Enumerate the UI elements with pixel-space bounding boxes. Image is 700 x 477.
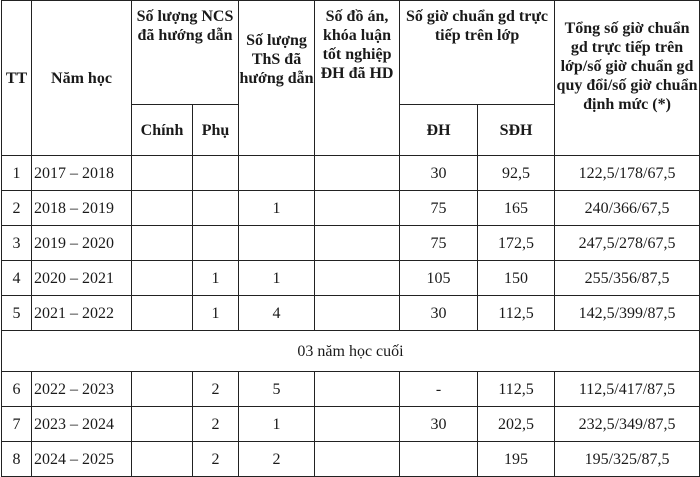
cell-dh: - xyxy=(400,372,478,407)
cell-year: 2019 – 2020 xyxy=(32,226,132,261)
cell-tt: 3 xyxy=(2,226,32,261)
cell-tt: 2 xyxy=(2,191,32,226)
cell-ncs-sub: 2 xyxy=(193,372,239,407)
cell-ncs-main xyxy=(132,156,193,191)
header-ncs-group: Số lượng NCS đã hướng dẫn xyxy=(132,1,239,105)
header-tt: TT xyxy=(2,1,32,156)
header-ncs-sub: Phụ xyxy=(193,105,239,156)
cell-year: 2018 – 2019 xyxy=(32,191,132,226)
cell-year: 2022 – 2023 xyxy=(32,372,132,407)
cell-thesis xyxy=(315,407,400,442)
cell-total: 112,5/417/87,5 xyxy=(555,372,700,407)
cell-total: 142,5/399/87,5 xyxy=(555,296,700,331)
header-ncs-main: Chính xyxy=(132,105,193,156)
table-row xyxy=(2,226,700,261)
cell-ncs-main xyxy=(132,442,193,477)
cell-ths: 2 xyxy=(239,442,315,477)
cell-dh: 75 xyxy=(400,191,478,226)
cell-dh: 30 xyxy=(400,407,478,442)
table-header xyxy=(2,1,700,156)
header-thesis: Số đồ án, khóa luận tốt nghiệp ĐH đã HD xyxy=(315,1,400,156)
cell-tt: 1 xyxy=(2,156,32,191)
cell-ncs-sub xyxy=(193,156,239,191)
cell-ncs-main xyxy=(132,372,193,407)
cell-dh: 30 xyxy=(400,156,478,191)
cell-year: 2017 – 2018 xyxy=(32,156,132,191)
cell-tt: 7 xyxy=(2,407,32,442)
table-body xyxy=(2,156,700,477)
cell-total: 122,5/178/67,5 xyxy=(555,156,700,191)
cell-total: 232,5/349/87,5 xyxy=(555,407,700,442)
cell-year: 2020 – 2021 xyxy=(32,261,132,296)
cell-ncs-sub: 2 xyxy=(193,407,239,442)
cell-ncs-sub: 1 xyxy=(193,296,239,331)
cell-total: 195/325/87,5 xyxy=(555,442,700,477)
cell-total: 240/366/67,5 xyxy=(555,191,700,226)
cell-sdh: 172,5 xyxy=(478,226,555,261)
cell-sdh: 150 xyxy=(478,261,555,296)
header-hours-group: Số giờ chuẩn gd trực tiếp trên lớp xyxy=(400,1,555,105)
cell-dh: 75 xyxy=(400,226,478,261)
cell-sdh: 112,5 xyxy=(478,372,555,407)
cell-sdh: 92,5 xyxy=(478,156,555,191)
header-total: Tổng số giờ chuẩn gd trực tiếp trên lớp/số giờ chuẩn gd quy đổi/số giờ chuẩn định mức (*) xyxy=(555,1,700,156)
header-hours-sdh: SĐH xyxy=(478,105,555,156)
cell-ths: 1 xyxy=(239,407,315,442)
cell-tt: 5 xyxy=(2,296,32,331)
table-row xyxy=(2,372,700,407)
cell-thesis xyxy=(315,226,400,261)
table-row xyxy=(2,442,700,477)
cell-year: 2023 – 2024 xyxy=(32,407,132,442)
cell-tt: 8 xyxy=(2,442,32,477)
cell-thesis xyxy=(315,442,400,477)
cell-thesis xyxy=(315,296,400,331)
cell-thesis xyxy=(315,191,400,226)
cell-ths: 1 xyxy=(239,191,315,226)
header-hours-dh: ĐH xyxy=(400,105,478,156)
section-label: 03 năm học cuối xyxy=(2,331,700,372)
cell-ths: 5 xyxy=(239,372,315,407)
cell-dh: 105 xyxy=(400,261,478,296)
cell-ncs-sub: 2 xyxy=(193,442,239,477)
cell-sdh: 195 xyxy=(478,442,555,477)
cell-ncs-main xyxy=(132,226,193,261)
cell-ths: 4 xyxy=(239,296,315,331)
cell-year: 2024 – 2025 xyxy=(32,442,132,477)
cell-ths xyxy=(239,226,315,261)
cell-dh xyxy=(400,442,478,477)
cell-ncs-sub xyxy=(193,226,239,261)
table-row xyxy=(2,156,700,191)
cell-ncs-sub xyxy=(193,191,239,226)
cell-total: 247,5/278/67,5 xyxy=(555,226,700,261)
cell-thesis xyxy=(315,156,400,191)
section-row xyxy=(2,331,700,372)
cell-tt: 4 xyxy=(2,261,32,296)
cell-ths: 1 xyxy=(239,261,315,296)
cell-year: 2021 – 2022 xyxy=(32,296,132,331)
cell-sdh: 202,5 xyxy=(478,407,555,442)
teaching-summary-table xyxy=(1,0,700,477)
cell-total: 255/356/87,5 xyxy=(555,261,700,296)
cell-ths xyxy=(239,156,315,191)
cell-ncs-main xyxy=(132,407,193,442)
cell-ncs-main xyxy=(132,261,193,296)
cell-ncs-sub: 1 xyxy=(193,261,239,296)
cell-thesis xyxy=(315,261,400,296)
table-row xyxy=(2,296,700,331)
cell-tt: 6 xyxy=(2,372,32,407)
table-row xyxy=(2,407,700,442)
cell-ncs-main xyxy=(132,191,193,226)
header-ths: Số lượng ThS đã hướng dẫn xyxy=(239,1,315,156)
cell-dh: 30 xyxy=(400,296,478,331)
cell-sdh: 165 xyxy=(478,191,555,226)
table-row xyxy=(2,261,700,296)
header-year: Năm học xyxy=(32,1,132,156)
cell-ncs-main xyxy=(132,296,193,331)
cell-sdh: 112,5 xyxy=(478,296,555,331)
cell-thesis xyxy=(315,372,400,407)
table-row xyxy=(2,191,700,226)
